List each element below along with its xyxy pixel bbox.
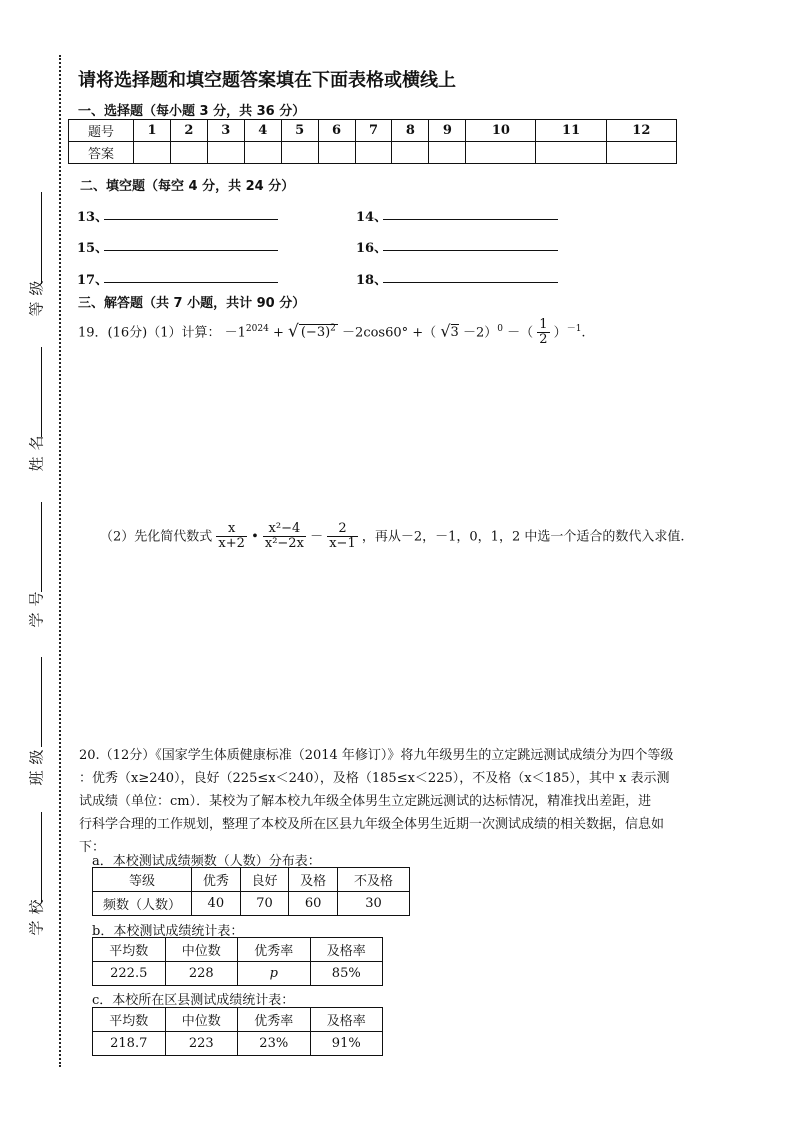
fill-item-17: 17、 (77, 273, 109, 288)
q19-part1 (78, 318, 586, 348)
table-header-row (93, 1008, 383, 1032)
answer-cell[interactable] (536, 142, 606, 164)
q19-prefix: 19．(16分)（1）计算： (78, 325, 221, 341)
answer-cell[interactable] (207, 142, 244, 164)
binding-dotted-line (59, 55, 61, 1067)
fill-blank-15[interactable] (104, 250, 278, 251)
fill-blank-16[interactable] (383, 250, 558, 251)
row-label-answer: 答案 (69, 142, 134, 164)
table-header-cell: 良好 (240, 868, 289, 892)
page-title: 请将选择题和填空题答案填在下面表格或横线上 (78, 70, 456, 91)
answer-cell[interactable] (429, 142, 466, 164)
q20-line: 行科学合理的工作规划，整理了本校及所在区县九年级全体男生近期一次测试成绩的相关数据，信息如 (79, 817, 665, 832)
table-cell: 228 (165, 962, 238, 986)
table-row (93, 892, 410, 916)
table-cell: 223 (165, 1032, 238, 1056)
table-cell: 70 (240, 892, 289, 916)
table-c-caption: c．本校所在区县测试成绩统计表： (92, 993, 295, 1008)
table-header-cell: 优秀率 (238, 938, 311, 962)
question-number: 2 (170, 120, 207, 142)
fraction-numerator: x²−4 (263, 522, 306, 537)
question-number: 6 (318, 120, 355, 142)
q19-term: －2） (462, 325, 498, 341)
fill-blank-14[interactable] (383, 219, 558, 220)
q19-part2-suffix: ，再从－2，－1，0，1，2 中选一个适合的数代入求值. (361, 529, 685, 545)
question-number: 8 (392, 120, 429, 142)
fill-blank-18[interactable] (383, 282, 558, 283)
table-header-row (93, 938, 383, 962)
fraction-numerator: 1 (539, 317, 548, 332)
q19-term: . (581, 325, 586, 341)
fill-blank-17[interactable] (104, 282, 278, 283)
fraction-denominator: 2 (539, 332, 548, 348)
q20-text (79, 744, 729, 859)
table-cell: 30 (337, 892, 409, 916)
answer-cell[interactable] (170, 142, 207, 164)
table-cell: 23% (238, 1032, 311, 1056)
q19-fraction-3 (327, 522, 358, 552)
fill-blank-13[interactable] (104, 219, 278, 220)
choice-number-row (69, 120, 677, 142)
sidebar-label-student-id: 学号 (27, 585, 46, 628)
fraction-denominator: x²−2x (264, 536, 304, 552)
row-label-number: 题号 (69, 120, 134, 142)
q19-part2 (100, 522, 684, 552)
table-cell: 222.5 (93, 962, 166, 986)
answer-cell[interactable] (318, 142, 355, 164)
table-header-cell: 及格率 (310, 1008, 383, 1032)
q19-radicand-box (299, 324, 338, 340)
q19-term: －1 (224, 325, 246, 341)
answer-cell[interactable] (281, 142, 318, 164)
fraction-denominator: x+2 (218, 536, 245, 552)
table-header-cell: 等级 (93, 868, 192, 892)
district-stats-table (92, 1007, 383, 1056)
table-b-caption: b．本校测试成绩统计表： (92, 924, 244, 939)
fill-item-13: 13、 (77, 210, 109, 225)
table-cell: 40 (192, 892, 241, 916)
table-row (93, 1032, 383, 1056)
q20-line: 20.（12分）《国家学生体质健康标准（2014 年修订）》将九年级男生的立定跳远测试成绩分为四个等级 (79, 748, 674, 763)
choice-answer-table (68, 119, 677, 164)
q19-radicand: (−3) (300, 325, 331, 341)
fraction-numerator: x (216, 522, 247, 537)
q19-term: + (272, 325, 284, 341)
table-cell: 60 (289, 892, 338, 916)
question-number: 7 (355, 120, 392, 142)
class-write-line (41, 657, 42, 747)
fraction-numerator: 2 (327, 522, 358, 537)
table-header-cell: 平均数 (93, 1008, 166, 1032)
choice-answer-row (69, 142, 677, 164)
table-cell: 85% (310, 962, 383, 986)
question-number: 12 (606, 120, 676, 142)
answer-cell[interactable] (244, 142, 281, 164)
q19-term: －2cos60° +（ (342, 325, 437, 341)
table-header-cell: 优秀率 (238, 1008, 311, 1032)
section1-heading: 一、选择题（每小题 3 分，共 36 分） (78, 104, 306, 119)
multiply-dot: • (251, 529, 259, 545)
q19-half-fraction (537, 318, 549, 348)
question-number: 5 (281, 120, 318, 142)
table-header-cell: 不及格 (337, 868, 409, 892)
fill-item-16: 16、 (356, 241, 388, 256)
table-cell: 91% (310, 1032, 383, 1056)
q19-exponent: －1 (566, 323, 582, 334)
q20-line: ：优秀（x≥240），良好（225≤x＜240），及格（185≤x＜225），不及格（x＜185），其中 x 表示测 (79, 771, 670, 786)
q19-exponent: 0 (497, 323, 503, 334)
answer-cell[interactable] (134, 142, 171, 164)
q19-term: －（ (507, 325, 534, 341)
section2-heading: 二、填空题（每空 4 分，共 24 分） (80, 179, 295, 194)
table-header-cell: 中位数 (165, 938, 238, 962)
sqrt-sign-icon: √ (440, 321, 451, 341)
frequency-table (92, 867, 410, 916)
table-header-cell: 平均数 (93, 938, 166, 962)
answer-cell[interactable] (466, 142, 536, 164)
table-header-row (93, 868, 410, 892)
q19-exponent: 2 (330, 323, 336, 334)
minus-sign: － (310, 529, 324, 545)
section3-heading: 三、解答题（共 7 小题，共计 90 分） (78, 296, 306, 311)
table-header-cell: 及格 (289, 868, 338, 892)
sidebar-label-grade: 等级 (27, 274, 46, 317)
fill-item-18: 18、 (356, 273, 388, 288)
fill-item-14: 14、 (356, 210, 388, 225)
question-number: 11 (536, 120, 606, 142)
sqrt-sign-icon: √ (288, 321, 299, 342)
question-number: 3 (207, 120, 244, 142)
question-number: 9 (429, 120, 466, 142)
q20-line: 下： (79, 840, 106, 855)
q20-line: 试成绩（单位：cm）．某校为了解本校九年级全体男生立定跳远测试的达标情况，精准找出差距，进 (79, 794, 652, 809)
question-number: 10 (466, 120, 536, 142)
fraction-denominator: x−1 (329, 536, 356, 552)
q19-fraction-1 (216, 522, 247, 552)
table-header-cell: 及格率 (310, 938, 383, 962)
table-cell: 频数（人数） (93, 892, 192, 916)
table-header-cell: 优秀 (192, 868, 241, 892)
sidebar-label-class: 班级 (27, 743, 46, 786)
answer-cell[interactable] (392, 142, 429, 164)
table-row (93, 962, 383, 986)
q19-part2-prefix: （2）先化简代数式 (100, 529, 213, 545)
question-number: 4 (244, 120, 281, 142)
q19-fraction-2 (263, 522, 306, 552)
answer-cell[interactable] (355, 142, 392, 164)
q19-exponent: 2024 (245, 323, 269, 334)
school-stats-table (92, 937, 383, 986)
fill-item-15: 15、 (77, 241, 109, 256)
q19-sqrt3: 3 (450, 325, 459, 341)
sidebar-label-school: 学校 (27, 893, 46, 936)
table-a-caption: a．本校测试成绩频数（人数）分布表： (92, 854, 321, 869)
answer-cell[interactable] (606, 142, 676, 164)
table-header-cell: 中位数 (165, 1008, 238, 1032)
sidebar-label-name: 姓名 (27, 429, 46, 472)
table-cell: 218.7 (93, 1032, 166, 1056)
q19-term: ） (553, 325, 567, 341)
table-cell: p (238, 962, 311, 986)
question-number: 1 (134, 120, 171, 142)
